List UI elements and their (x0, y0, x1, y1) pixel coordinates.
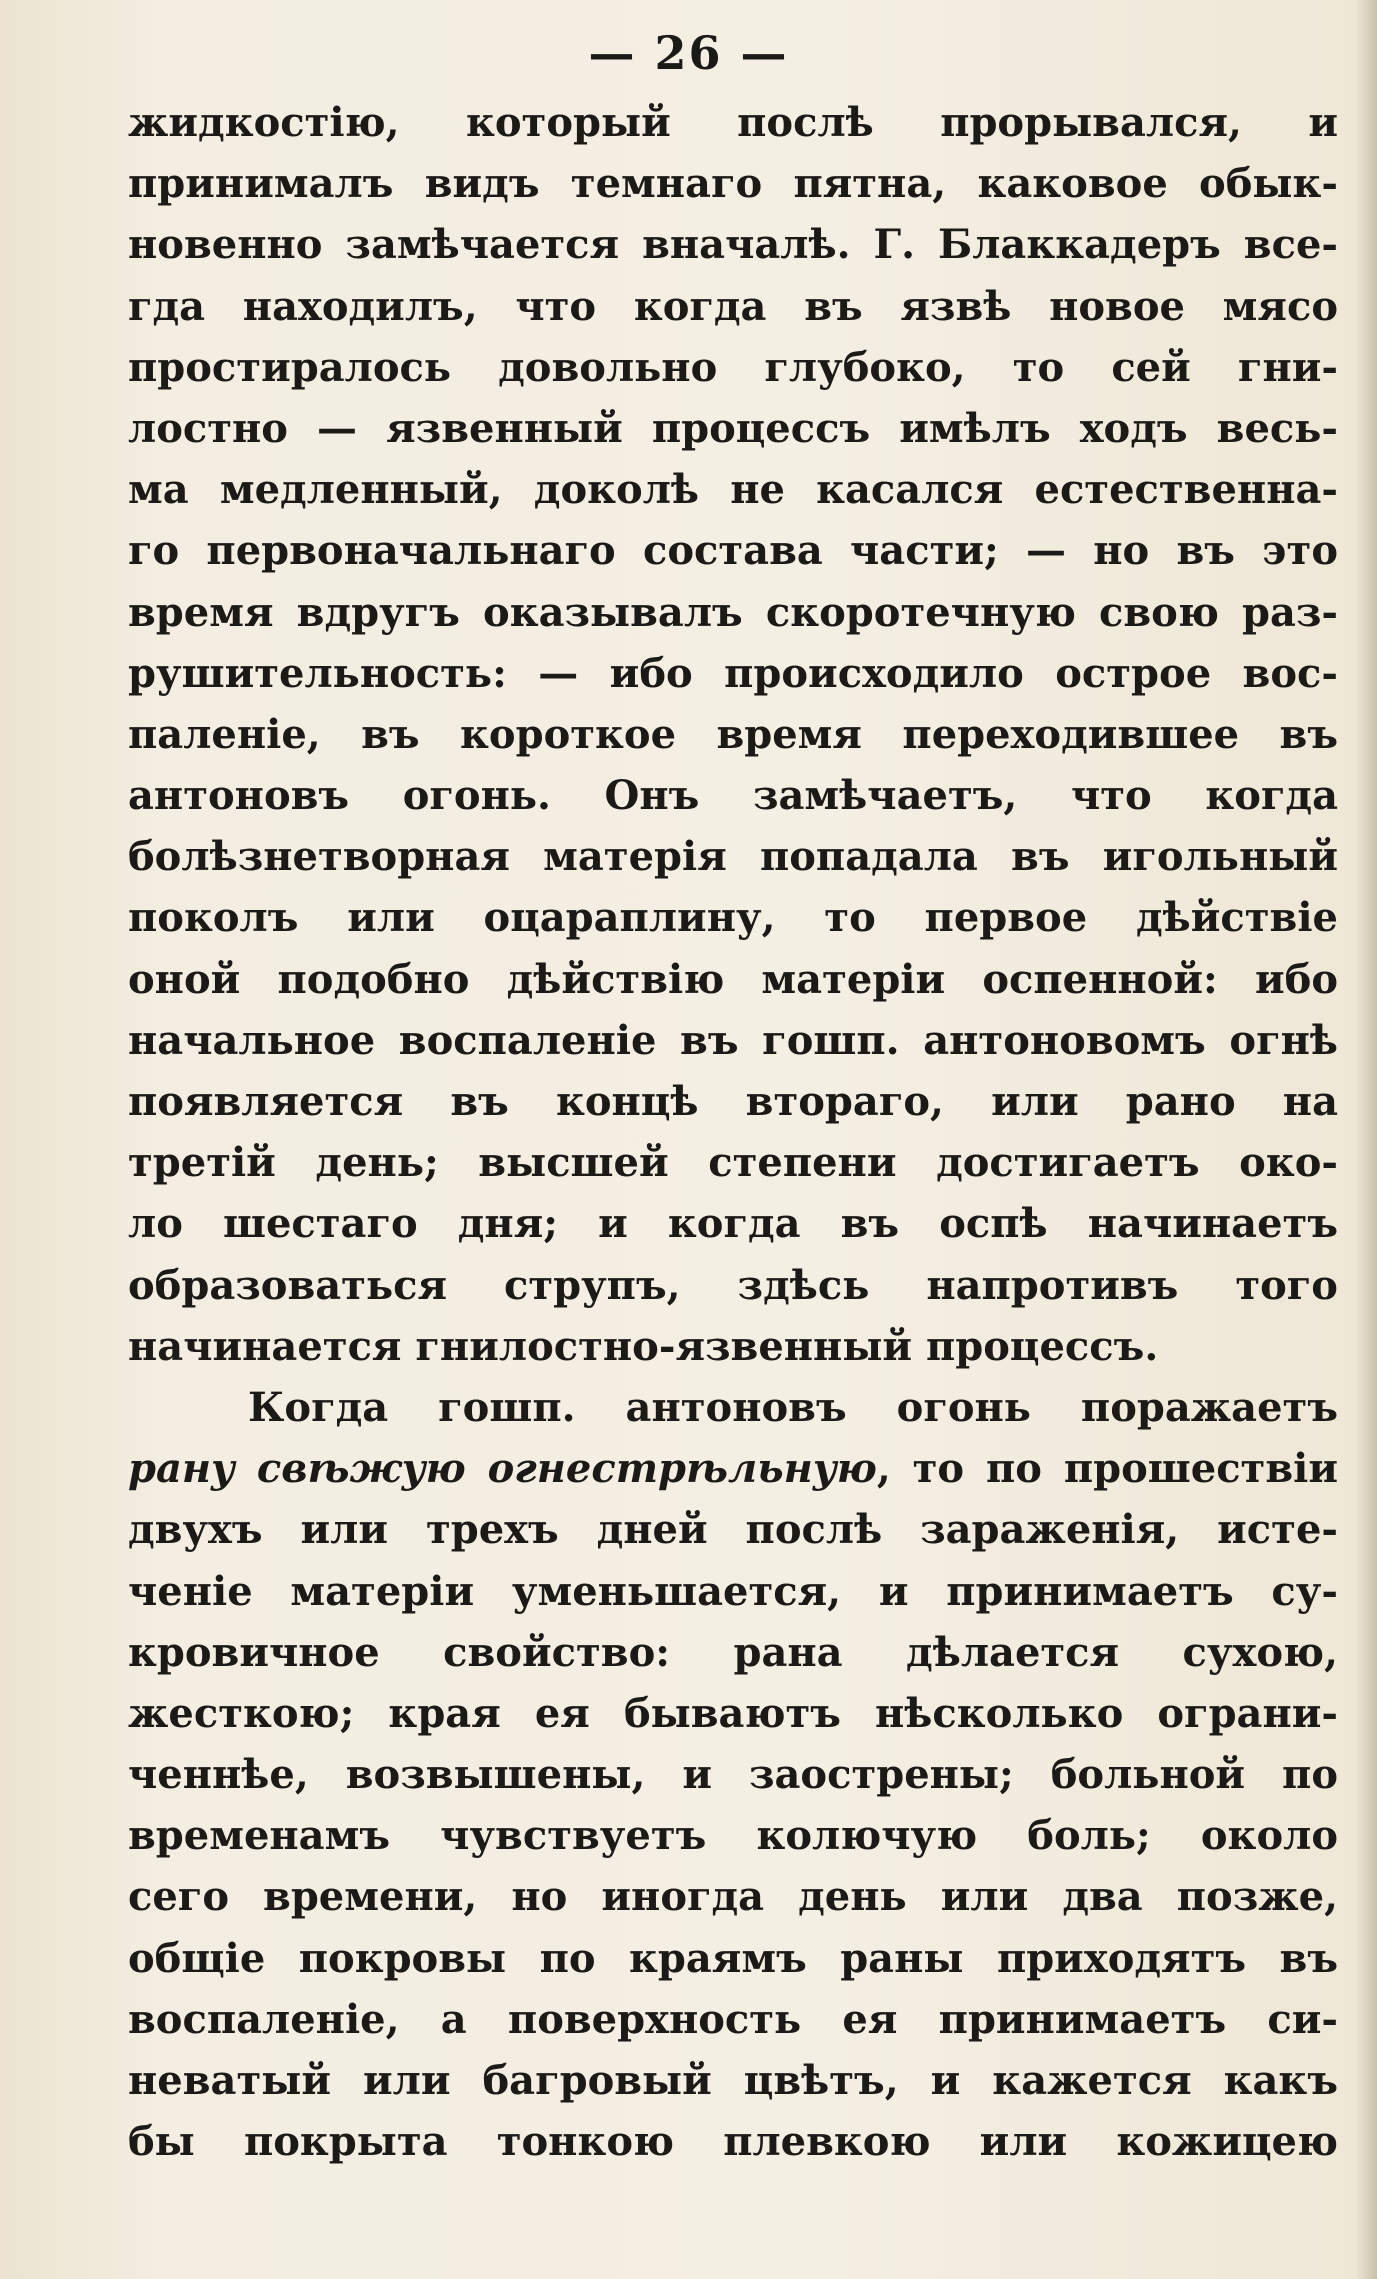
text-line: образоваться струпъ, здѣсь напротивъ того (128, 1261, 1338, 1309)
text-line: кровичное свойство: рана дѣлается сухою, (128, 1628, 1338, 1676)
text-line: воспаленіе, а поверхность ея принимаетъ си- (128, 1995, 1338, 2043)
text-line: начинается гнилостно-язвенный процессъ. (128, 1322, 1159, 1370)
text-line: жидкостію, который послѣ прорывался, и (128, 99, 1338, 146)
text-line: появляется въ концѣ втораго, или рано на (128, 1078, 1338, 1125)
text-line: ло шестаго дня; и когда въ оспѣ начинаетъ (128, 1200, 1338, 1248)
paragraph-start-line: Когда гошп. антоновъ огонь поражаетъ (248, 1383, 1338, 1431)
text-line: новенно замѣчается вначалѣ. Г. Блаккадеръ все- (128, 221, 1338, 269)
text-line: неватый или багровый цвѣтъ, и кажется какъ (128, 2057, 1338, 2104)
text-line: антоновъ огонь. Онъ замѣчаетъ, что когда (128, 772, 1338, 820)
body-text (128, 92, 1338, 2172)
text-line: временамъ чувствуетъ колючую боль; около (128, 1812, 1338, 1860)
text-span: , то по прошествіи (876, 1445, 1339, 1493)
text-line: жесткою; края ея бываютъ нѣсколько ограни- (128, 1689, 1338, 1737)
page-number: — 26 — (588, 26, 789, 80)
page-edge-shadow (1355, 0, 1377, 2279)
text-line: начальное воспаленіе въ гошп. антоновомъ огнѣ (128, 1016, 1338, 1064)
text-line: двухъ или трехъ дней послѣ зараженія, исте- (128, 1506, 1338, 1554)
text-line: поколъ или оцараплину, то первое дѣйствіе (128, 894, 1338, 942)
text-line: простиралось довольно глубоко, то сей гни- (128, 343, 1338, 391)
text-line: принималъ видъ темнаго пятна, каковое обык- (128, 160, 1338, 208)
text-line: сего времени, но иногда день или два позже, (128, 1873, 1338, 1921)
text-line: общіе покровы по краямъ раны приходятъ въ (128, 1934, 1338, 1982)
text-line: бы покрыта тонкою плевкою или кожицею (128, 2118, 1338, 2166)
text-line: третій день; высшей степени достигаетъ око- (128, 1139, 1338, 1187)
emphasis-text: рану свѣжую огнестрѣльную (128, 1445, 877, 1493)
text-line: ченнѣе, возвышены, и заострены; больной по (128, 1751, 1338, 1799)
text-line: время вдругъ оказывалъ скоротечную свою раз- (128, 588, 1338, 636)
text-line: го первоначальнаго состава части; — но въ это (128, 527, 1338, 575)
text-line: ма медленный, доколѣ не касался естественна- (128, 466, 1338, 514)
text-line: болѣзнетворная матерія попадала въ игольный (128, 833, 1338, 881)
text-line: рушительность: — ибо происходило острое вос- (128, 649, 1338, 697)
text-line: оной подобно дѣйствію матеріи оспенной: ибо (128, 955, 1338, 1003)
text-line: паленіе, въ короткое время переходившее въ (128, 710, 1338, 758)
text-line: ченіе матеріи уменьшается, и принимаетъ су- (128, 1567, 1338, 1615)
text-line-with-emphasis (128, 1438, 1338, 1499)
text-line: лостно — язвенный процессъ имѣлъ ходъ весь- (128, 404, 1338, 452)
text-line: гда находилъ, что когда въ язвѣ новое мясо (128, 282, 1338, 330)
